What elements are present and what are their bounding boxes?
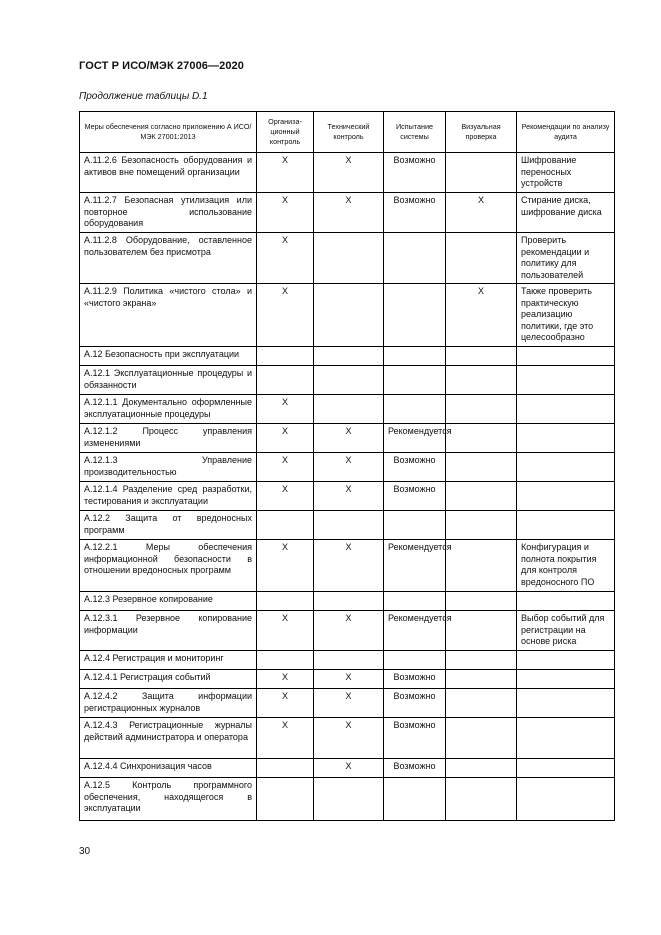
tech-control-cell: X <box>314 718 384 759</box>
org-control-cell <box>257 366 314 395</box>
system-test-cell: Возможно <box>384 689 446 718</box>
table-row <box>80 193 615 233</box>
org-control-cell <box>257 759 314 778</box>
measure-cell: А.12.1.3 Управление производительностью <box>80 453 257 482</box>
table-row <box>80 284 615 347</box>
table-row <box>80 670 615 689</box>
recommendation-cell <box>517 718 615 759</box>
visual-check-cell <box>446 511 517 540</box>
tech-control-cell: X <box>314 689 384 718</box>
visual-check-cell <box>446 366 517 395</box>
visual-check-cell: X <box>446 193 517 233</box>
system-test-cell: Возможно <box>384 759 446 778</box>
tech-control-cell <box>314 778 384 821</box>
tech-control-cell: X <box>314 670 384 689</box>
recommendation-cell <box>517 651 615 670</box>
org-control-cell <box>257 347 314 366</box>
visual-check-cell <box>446 233 517 284</box>
recommendation-cell: Шифрование переносных устройств <box>517 153 615 193</box>
tech-control-cell <box>314 511 384 540</box>
measure-cell: А.12 Безопасность при эксплуатации <box>80 347 257 366</box>
tech-control-cell <box>314 592 384 611</box>
tech-control-cell: X <box>314 453 384 482</box>
recommendation-cell: Конфигурация и полнота покрытия для контроля вредоносного ПО <box>517 540 615 592</box>
org-control-cell: X <box>257 153 314 193</box>
tech-control-cell: X <box>314 153 384 193</box>
org-control-cell: X <box>257 670 314 689</box>
visual-check-cell <box>446 611 517 651</box>
measure-cell: А.12.4.4 Синхронизация часов <box>80 759 257 778</box>
measure-cell: А.12.4.3 Регистрационные журналы действий администратора и оператора <box>80 718 257 759</box>
system-test-cell: Рекомендуется <box>384 611 446 651</box>
org-control-cell: X <box>257 540 314 592</box>
visual-check-cell <box>446 670 517 689</box>
org-control-cell <box>257 778 314 821</box>
header-system-test: Испытание системы <box>384 112 446 153</box>
visual-check-cell <box>446 778 517 821</box>
system-test-cell: Возможно <box>384 718 446 759</box>
table-caption: Продолжение таблицы D.1 <box>79 91 208 102</box>
tech-control-cell <box>314 347 384 366</box>
tech-control-cell <box>314 395 384 424</box>
org-control-cell: X <box>257 453 314 482</box>
tech-control-cell <box>314 366 384 395</box>
visual-check-cell <box>446 153 517 193</box>
table-row <box>80 540 615 592</box>
system-test-cell <box>384 395 446 424</box>
org-control-cell: X <box>257 284 314 347</box>
tech-control-cell <box>314 284 384 347</box>
recommendation-cell <box>517 366 615 395</box>
tech-control-cell: X <box>314 482 384 511</box>
measure-cell: А.12.2 Защита от вредоносных программ <box>80 511 257 540</box>
recommendation-cell <box>517 778 615 821</box>
recommendation-cell: Проверить рекомендации и политику для пользователей <box>517 233 615 284</box>
tech-control-cell <box>314 233 384 284</box>
measure-cell: А.11.2.7 Безопасная утилизация или повторное использование оборудования <box>80 193 257 233</box>
org-control-cell <box>257 511 314 540</box>
table-row <box>80 611 615 651</box>
measure-cell: А.11.2.8 Оборудование, оставленное пользователем без присмотра <box>80 233 257 284</box>
visual-check-cell <box>446 718 517 759</box>
header-measures: Меры обеспечения согласно приложению А ИСО/МЭК 27001:2013 <box>80 112 257 153</box>
org-control-cell <box>257 651 314 670</box>
table-row <box>80 511 615 540</box>
system-test-cell: Возможно <box>384 153 446 193</box>
recommendation-cell <box>517 347 615 366</box>
measure-cell: А.11.2.9 Политика «чистого стола» и «чистого экрана» <box>80 284 257 347</box>
table-row <box>80 689 615 718</box>
header-org-control: Организа-ционный контроль <box>257 112 314 153</box>
table-row <box>80 651 615 670</box>
table-row <box>80 778 615 821</box>
recommendation-cell <box>517 511 615 540</box>
org-control-cell: X <box>257 193 314 233</box>
header-tech-control: Технический контроль <box>314 112 384 153</box>
tech-control-cell: X <box>314 611 384 651</box>
tech-control-cell: X <box>314 424 384 453</box>
org-control-cell: X <box>257 233 314 284</box>
visual-check-cell <box>446 482 517 511</box>
recommendation-cell: Выбор событий для регистрации на основе риска <box>517 611 615 651</box>
system-test-cell <box>384 511 446 540</box>
visual-check-cell <box>446 592 517 611</box>
table-row <box>80 482 615 511</box>
table-row <box>80 759 615 778</box>
table-body <box>80 153 615 821</box>
recommendation-cell <box>517 424 615 453</box>
table-row <box>80 233 615 284</box>
measure-cell: А.12.1.4 Разделение сред разработки, тестирования и эксплуатации <box>80 482 257 511</box>
table-row <box>80 153 615 193</box>
recommendation-cell <box>517 592 615 611</box>
recommendation-cell: Также проверить практическую реализацию политики, где это целесообразно <box>517 284 615 347</box>
system-test-cell <box>384 651 446 670</box>
measure-cell: А.12.5 Контроль программного обеспечения, находящегося в эксплуатации <box>80 778 257 821</box>
visual-check-cell <box>446 651 517 670</box>
measure-cell: А.12.1 Эксплуатационные процедуры и обязанности <box>80 366 257 395</box>
table-row <box>80 366 615 395</box>
system-test-cell: Возможно <box>384 453 446 482</box>
measure-cell: А.12.1.1 Документально оформленные эксплуатационные процедуры <box>80 395 257 424</box>
system-test-cell: Рекомендуется <box>384 540 446 592</box>
org-control-cell: X <box>257 689 314 718</box>
recommendation-cell <box>517 453 615 482</box>
org-control-cell: X <box>257 718 314 759</box>
system-test-cell: Возможно <box>384 193 446 233</box>
recommendation-cell <box>517 689 615 718</box>
header-visual-check: Визуальная проверка <box>446 112 517 153</box>
recommendation-cell <box>517 759 615 778</box>
org-control-cell: X <box>257 611 314 651</box>
table-row <box>80 718 615 759</box>
measure-cell: А.12.1.2 Процесс управления изменениями <box>80 424 257 453</box>
header-audit-recommendations: Рекомендации по анализу аудита <box>517 112 615 153</box>
org-control-cell: X <box>257 482 314 511</box>
recommendation-cell: Стирание диска, шифрование диска <box>517 193 615 233</box>
org-control-cell <box>257 592 314 611</box>
visual-check-cell <box>446 759 517 778</box>
tech-control-cell: X <box>314 193 384 233</box>
system-test-cell <box>384 233 446 284</box>
table-row <box>80 424 615 453</box>
table-header-row <box>80 112 615 153</box>
visual-check-cell <box>446 540 517 592</box>
visual-check-cell <box>446 453 517 482</box>
visual-check-cell <box>446 395 517 424</box>
system-test-cell: Рекомендуется <box>384 424 446 453</box>
measure-cell: А.12.4.1 Регистрация событий <box>80 670 257 689</box>
table-row <box>80 453 615 482</box>
measure-cell: А.12.2.1 Меры обеспечения информационной безопасности в отношении вредоносных программ <box>80 540 257 592</box>
tech-control-cell: X <box>314 759 384 778</box>
org-control-cell: X <box>257 395 314 424</box>
recommendation-cell <box>517 482 615 511</box>
system-test-cell: Возможно <box>384 482 446 511</box>
visual-check-cell <box>446 424 517 453</box>
measure-cell: А.12.4.2 Защита информации регистрационных журналов <box>80 689 257 718</box>
controls-table <box>79 111 615 821</box>
system-test-cell: Возможно <box>384 670 446 689</box>
system-test-cell <box>384 592 446 611</box>
table-row <box>80 395 615 424</box>
recommendation-cell <box>517 670 615 689</box>
visual-check-cell <box>446 689 517 718</box>
table-row <box>80 592 615 611</box>
tech-control-cell: X <box>314 540 384 592</box>
page-number: 30 <box>79 846 91 857</box>
document-title: ГОСТ Р ИСО/МЭК 27006—2020 <box>79 60 244 72</box>
table-row <box>80 347 615 366</box>
visual-check-cell <box>446 347 517 366</box>
measure-cell: А.12.3.1 Резервное копирование информации <box>80 611 257 651</box>
org-control-cell: X <box>257 424 314 453</box>
measure-cell: А.12.3 Резервное копирование <box>80 592 257 611</box>
recommendation-cell <box>517 395 615 424</box>
tech-control-cell <box>314 651 384 670</box>
system-test-cell <box>384 778 446 821</box>
system-test-cell <box>384 366 446 395</box>
system-test-cell <box>384 347 446 366</box>
visual-check-cell: X <box>446 284 517 347</box>
system-test-cell <box>384 284 446 347</box>
measure-cell: А.11.2.6 Безопасность оборудования и активов вне помещений организации <box>80 153 257 193</box>
measure-cell: А.12.4 Регистрация и мониторинг <box>80 651 257 670</box>
